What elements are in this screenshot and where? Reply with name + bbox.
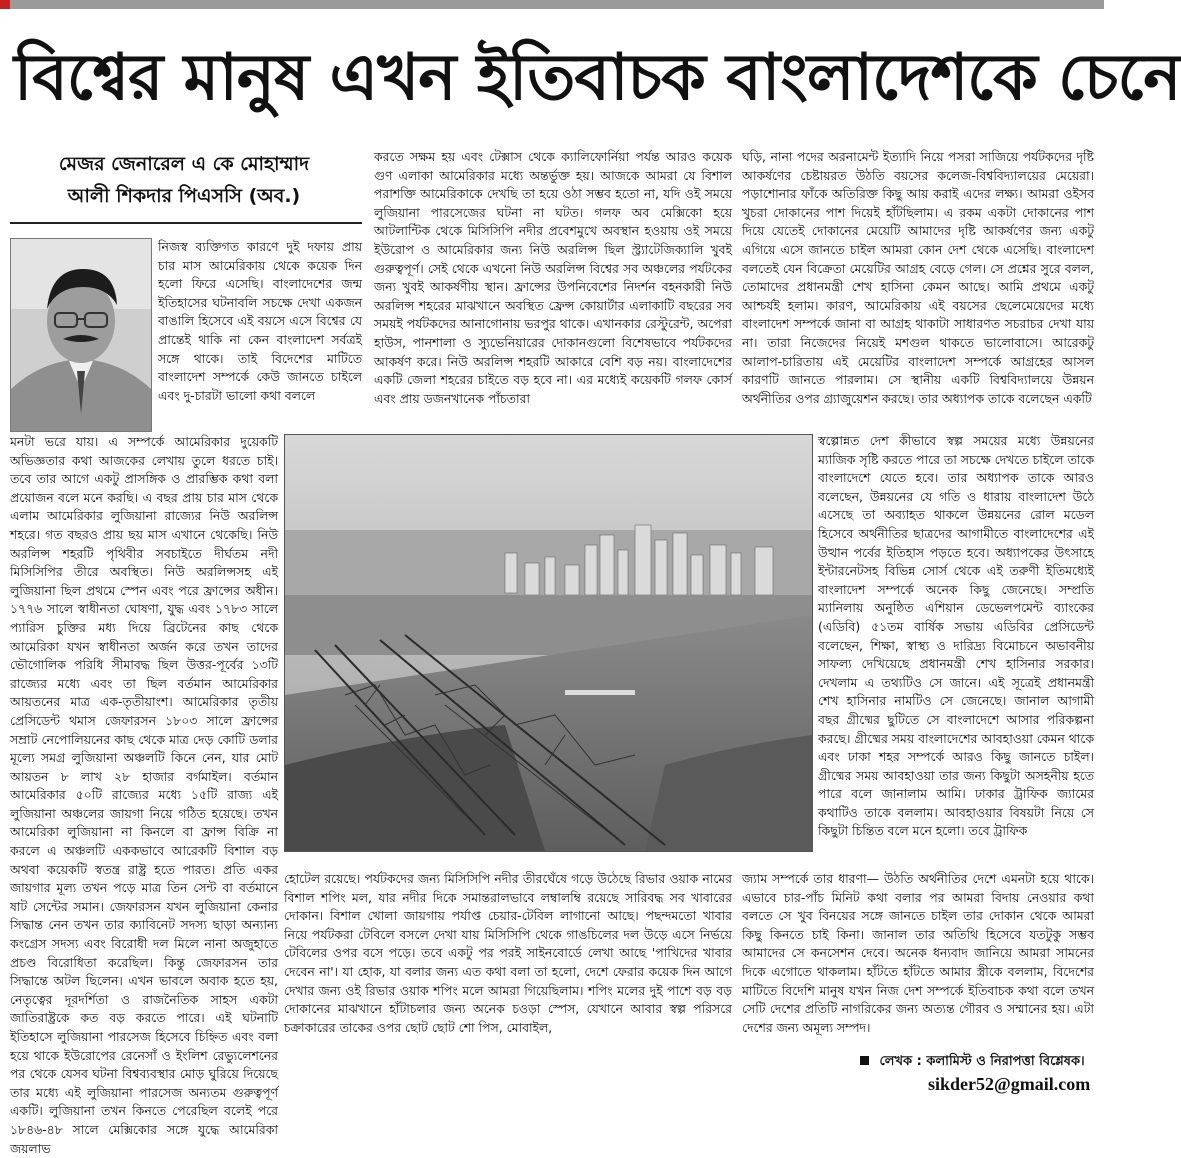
author-email: sikder52@gmail.com bbox=[928, 1074, 1091, 1094]
portrait-image bbox=[11, 239, 151, 431]
writer-credit bbox=[860, 1052, 1085, 1073]
byline-divider bbox=[10, 222, 362, 224]
author-line-2: আলী শিকদার পিএসসি (অব.) bbox=[67, 185, 301, 207]
writer-role: কলামিস্ট ও নিরাপত্তা বিশ্লেষক। bbox=[926, 1054, 1085, 1069]
writer-label: লেখক : bbox=[879, 1054, 922, 1069]
column-3-top-text: ঘড়ি, নানা পদের অরনামেন্ট ইত্যাদি নিয়ে পসরা সাজিয়ে পর্যটকদের দৃষ্টি আকর্ষণের চেষ্টায়রত উঠতি বয়সের কলেজ-বিশ্ববিদ্যালয়ের মেয়েরা। পড়াশোনার ফাঁকে অতিরিক্ত কিছু আয় করাই এদের লক্ষ্য। আমরা ওইসব খুচরা দোকানের পাশ দিয়েই হাঁটছিলাম। এ রকম একটা দোকানের পাশ দিয়ে যেতেই দোকানের মেয়েটি আমাদের দৃষ্টি আকর্ষণের জন্য একটু এগিয়ে এসে জানতে চাইল আমরা কোন দেশ থেকে এসেছি। বাংলাদেশ বলতেই যেন বিক্রেতা মেয়েটির আগ্রহ বেড়ে গেল। সে প্রশ্নের সুরে বলল, তোমাদের প্রধানমন্ত্রী শেখ হাসিনা কেমন আছে। আমি প্রথমে একটু আশ্চর্যই হলাম। কারণ, আমেরিকায় এই বয়সের ছেলেমেয়েদের মধ্যে বাংলাদেশ সম্পর্কে জানা বা আগ্রহ থাকাটা সাধারণত সচরাচর দেখা যায় না। তারা নিজেদের নিয়েই মশগুল থাকতে ভালোবাসে। আরেকটু আলাপ-চারিতায় এই মেয়েটির বাংলাদেশ সম্পর্কে আগ্রহের আসল কারণটি জানতে পারলাম। সে স্থানীয় একটি বিশ্ববিদ্যালয়ে উন্নয়ন অর্থনীতির ওপর গ্র্যাজুয়েশন করছে। তার অধ্যাপক তাকে বলেছেন একটি bbox=[742, 149, 1094, 406]
top-bar-accent bbox=[0, 0, 10, 9]
column-1-top-text: নিজস্ব ব্যক্তিগত কারণে দুই দফায় প্রায় চার মাস আমেরিকায় থেকে কয়েক দিন হলো ফিরে এসেছি। বাংলাদেশের জন্ম ইতিহাসের ঘটনাবলি সচক্ষে দেখা একজন বাঙালি হিসেবে এই বয়সে এসে বিশ্বের যে প্রান্তেই থাকি না কেন বাংলাদেশ সর্বত্রই সঙ্গে থাকে। তাই বিদেশের মাটিতে বাংলাদেশ সম্পর্কে কেউ জানতে চাইলে এবং দু-চারটা ভালো কথা বললে bbox=[158, 239, 362, 403]
column-2-bottom-text: হোটেল রয়েছে। পর্যটকদের জন্য মিসিসিপি নদীর তীরঘেঁষে গড়ে উঠেছে রিভার ওয়াক নামের বিশাল শপিং মল, যার নদীর দিকে সমান্তরালভাবে লম্বালম্বি রয়েছে সারিবদ্ধ সব খাবারের দোকান। বিশাল খোলা জায়গায় পর্যাপ্ত চেয়ার-টেবিল লাগানো আছে। পছন্দমতো খাবার নিয়ে পর্যটকরা টেবিলে বসলে দেখা যায় মিসিসিপি থেকে গাঙচিলের দল উড়ে এসে নির্ভয়ে টেবিলের ওপর বসে পড়ে। তবে একটু পর পরই সাইনবোর্ডে লেখা আছে 'পাখিদের খাবার দেবেন না'। যা হোক, যা বলার জন্য এত কথা বলা তা হলো, দেশে ফেরার কয়েক দিন আগে দেখার জন্য ওই রিভার ওয়াক শপিং মলে আমরা গিয়েছিলাম। শপিং মলের দুই পাশে বড় বড় দোকানের মাঝখানে হাঁটাচলার জন্য অনেক চওড়া স্পেস, যেখানে আবার স্বল্প পরিসরে চক্রাকারের তাকের ওপর ছোট ছোট শো পিস, মোবাইল, bbox=[284, 871, 732, 1035]
column-3-mid-text: স্বল্পোন্নত দেশ কীভাবে স্বল্প সময়ের মধ্যে উন্নয়নের ম্যাজিক সৃষ্টি করতে পারে তা সচক্ষে দেখতে চাইলে তাকে বাংলাদেশে যেতে হবে। তার অধ্যাপক তাকে আরও বলেছেন, উন্নয়নের যে গতি ও ধারায় বাংলাদেশ উঠে এসেছে তা অব্যাহত থাকলে উন্নয়নের রোল মডেল হিসেবে অর্থনীতির ছাত্রদের আগামীতে বাংলাদেশের এই উত্থান পর্বের ইতিহাস পড়তে হবে। অধ্যাপকের উৎসাহে ইন্টারনেটসহ বিভিন্ন সোর্স থেকে এই তরুণী ইতিমধ্যেই বাংলাদেশ সম্পর্কে অনেক কিছু জেনেছে। সম্প্রতি ম্যানিলায় অনুষ্ঠিত এশিয়ান ডেভেলপমেন্ট ব্যাংকের (এডিবি) ৫১তম বার্ষিক সভায় এডিবির প্রেসিডেন্ট বলেছেন, শিক্ষা, স্বাস্থ্য ও দারিদ্র্য বিমোচনে অভাবনীয় সাফল্য দেখিয়েছে প্রধানমন্ত্রী শেখ হাসিনার সরকার। দেখলাম এ তথ্যটিও সে জানে। এই সূত্রেই প্রধানমন্ত্রী শেখ হাসিনার নামটিও সে জেনেছে। জানাল আগামী বছর গ্রীষ্মের ছুটিতে সে বাংলাদেশে আসার পরিকল্পনা করছে। গ্রীষ্মের সময় বাংলাদেশের আবহাওয়া কেমন থাকে এবং ঢাকা শহর সম্পর্কে আরও কিছু জানতে চাইল। গ্রীষ্মের সময় আবহাওয়া তার জন্য কিছুটা অসহনীয় হতে পারে বলে জানালাম আমি। ঢাকার ট্রাফিক জ্যামের কথাটিও তাকে বললাম। আবহাওয়ার বিষয়টা নিয়ে সে কিছুটা চিন্তিত বলে মনে হলো। তবে ট্রাফিক bbox=[818, 433, 1094, 839]
city-photo-image bbox=[285, 435, 812, 851]
top-bar bbox=[0, 0, 1104, 9]
square-bullet-icon bbox=[860, 1056, 869, 1065]
author-line-1: মেজর জেনারেল এ কে মোহাম্মাদ bbox=[58, 153, 310, 175]
column-1-bottom-text: মনটা ভরে যায়। এ সম্পর্কে আমেরিকার দুয়েকটি অভিজ্ঞতার কথা আজকের লেখায় তুলে ধরতে চাই। তবে তার আগে একটু প্রাসঙ্গিক ও প্রারম্ভিক কথা বলা প্রয়োজন বলে মনে করছি। এ বছর প্রায় চার মাস থেকে এলাম আমেরিকার লুজিয়ানা রাজ্যের নিউ অরলিন্স শহরে। গত বছরও প্রায় ছয় মাস এখানে থেকেছি। নিউ অরলিন্স শহরটি পৃথিবীর সবচাইতে দীর্ঘতম নদী মিসিসিপির তীরে অবস্থিত। নিউ অরলিন্সসহ এই লুজিয়ানা ছিল প্রথমে স্পেন এবং পরে ফ্রান্সের অধীন। ১৭৭৬ সালে স্বাধীনতা ঘোষণা, যুদ্ধ এবং ১৭৮৩ সালে প্যারিস চুক্তির মধ্য দিয়ে ব্রিটেনের কাছ থেকে আমেরিকা যখন স্বাধীনতা অর্জন করে তখন তাদের ভৌগোলিক পরিধি সীমাবদ্ধ ছিল উত্তর-পূর্বের ১৩টি রাজ্যের মধ্যে এবং তা ছিল বর্তমান আমেরিকার আয়তনের মাত্র এক-তৃতীয়াংশ। আমেরিকার তৃতীয় প্রেসিডেন্ট থমাস জেফারসন ১৮০৩ সালে ফ্রান্সের সম্রাট নেপোলিয়নের কাছ থেকে মাত্র দেড় কোটি ডলার মূল্যে সমগ্র লুজিয়ানা অঞ্চলটি কিনে নেন, যার মোট আয়তন ৮ লাখ ২৮ হাজার বর্গমাইল। বর্তমান আমেরিকার ৫০টি রাজ্যের মধ্যে ১৫টি রাজ্য এই লুজিয়ানা অঞ্চলের জায়গা নিয়ে গঠিত হয়েছে। তখন আমেরিকা লুজিয়ানা না কিনলে বা ফ্রান্স বিক্রি না করলে এ অঞ্চলটি এককভাবে আরেকটি বিশাল বড় অথবা কয়েকটি স্বতন্ত্র রাষ্ট্র হতে পারত। প্রতি একর জায়গার মূল্য তখন পড়ে মাত্র তিন সেন্ট বা বর্তমানে ষাট সেন্টের সমান। জেফারসন যখন লুজিয়ানা কেনার সিদ্ধান্ত নেন তখন তার ক্যাবিনেট সদস্য ছাড়া অন্যান্য কংগ্রেস সদস্য এবং বিরোধী দল মিলে নানা অজুহাতে প্রচণ্ড বিরোধিতা করেছিল। কিন্তু জেফারসন তার সিদ্ধান্তে অটল ছিলেন। এখন ভাবলে অবাক হতে হয়, নেতৃত্বের দূরদর্শিতা ও রাজনৈতিক সাহস একটা জাতিরাষ্ট্রকে কত বড় করতে পারে। এই ঘটনাটি ইতিহাসে লুজিয়ানা পারসেজ হিসেবে চিহ্নিত এবং বলা হয়ে থাকে ইউরোপের রেনেসাঁ ও ইংলিশ রেভ্যুলেশনের পর থেকে যেসব ঘটনা বিশ্বব্যবস্থার মোড় ঘুরিয়ে দিয়েছে তার মধ্যে এই লুজিয়ানা পারসেজ অন্যতম গুরুত্বপূর্ণ একটি। লুজিয়ানা তখন কিনতে পেরেছিল বলেই পরে ১৮৪৬-৪৮ সালে মেক্সিকোর সঙ্গে যুদ্ধে আমেরিকা জয়লাভ bbox=[10, 434, 278, 1156]
author-portrait bbox=[10, 238, 152, 432]
headline: বিশ্বের মানুষ এখন ইতিবাচক বাংলাদেশকে চেনে bbox=[14, 40, 1181, 115]
column-3-bottom-text: জ্যাম সম্পর্কে তার ধারণা— উঠতি অর্থনীতির দেশে এমনটা হয়ে থাকে। এভাবে চার-পাঁচ মিনিট কথা বলার পর আমরা বিদায় নেওয়ার কথা বলতে সে খুব বিনয়ের সঙ্গে জানতে চাইল তার দোকান থেকে আমরা কিছু কিনতে চাই কিনা। জানাল তার অতিথি হিসেবে যতটুকু সম্ভব আমাদের সে কনসেশন দেবে। অনেক ধন্যবাদ জানিয়ে আমরা সামনের দিকে এগোতে থাকলাম। হাঁটতে হাঁটতে আমার স্ত্রীকে বললাম, বিদেশের মাটিতে বিদেশি মানুষ যখন নিজ দেশ সম্পর্কে ইতিবাচক কথা বলে তখন সেটি দেশের প্রতিটি নাগরিকের জন্য অত্যন্ত গৌরব ও সম্মানের হয়। এটা দেশের জন্য অমূল্য সম্পদ। bbox=[742, 871, 1094, 1035]
column-2-top-text: করতে সক্ষম হয় এবং টেক্সাস থেকে ক্যালিফোর্নিয়া পর্যন্ত আরও কয়েক গুণ এলাকা আমেরিকার মধ্যে অন্তর্ভুক্ত হয়। আজকে আমরা যে বিশাল পরাশক্তি আমেরিকাকে দেখছি তা হয়ে ওঠা সম্ভব হতো না, যদি ওই সময়ে লুজিয়ানা পারসেজের ঘটনা না ঘটত। গলফ অব মেক্সিকো হয়ে আটলান্টিক থেকে মিসিসিপি নদীর প্রবেশমুখে অবস্থান হওয়ায় ওই সময়ে ইউরোপ ও আমেরিকার জন্য নিউ অরলিন্স ছিল স্ট্র্যাটেজিক্যালি খুবই গুরুত্বপূর্ণ। সেই থেকে এখনো নিউ অরলিন্স বিশ্বের সব অঞ্চলের পর্যটকের জন্য খুবই আকর্ষণীয় স্থান। ফ্রান্সের উপনিবেশের নিদর্শন বহনকারী নিউ অরলিন্স শহরের মাঝখানে অবস্থিত ফ্রেন্স কোয়ার্টার এলাকাটি বছরের সব সময়ই পর্যটকদের আনাগোনায় ভরপুর থাকে। এখানকার রেস্টুরেন্ট, অপেরা হাউস, পানশালা ও স্যুভেনিয়ারের দোকানগুলো বিশেষভাবে পর্যটকদের আকর্ষণ করে। নিউ অরলিন্স শহরটি আকারে বেশি বড় নয়। বাংলাদেশের একটি জেলা শহরের চাইতে বড় হবে না। এর মধ্যেই কয়েকটি গলফ কোর্স এবং প্রায় ডজনখানেক পাঁচতারা bbox=[374, 149, 732, 406]
city-photo bbox=[284, 434, 813, 852]
author-byline bbox=[14, 148, 354, 212]
